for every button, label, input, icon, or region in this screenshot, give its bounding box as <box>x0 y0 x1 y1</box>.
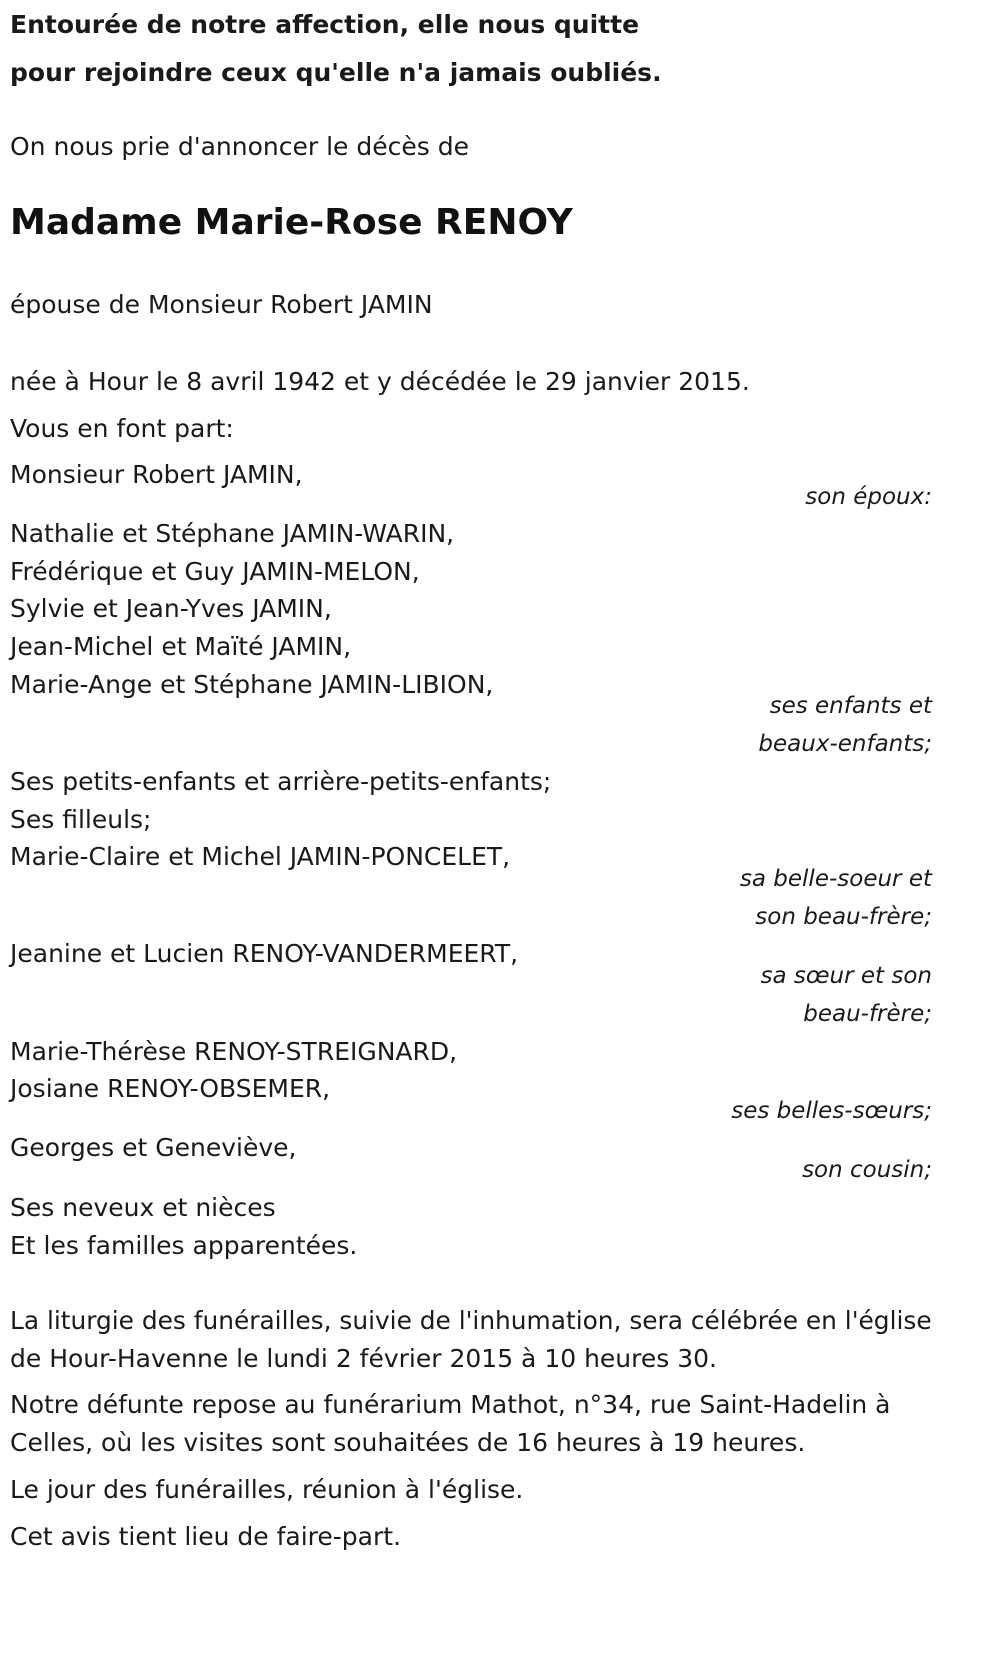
family-child: Jean-Michel et Maïté JAMIN, <box>10 632 352 661</box>
family-nephews: Ses neveux et nièces <box>10 1193 276 1222</box>
family-relatives: Et les familles apparentées. <box>10 1231 358 1260</box>
ceremony-line-2: de Hour-Havenne le lundi 2 février 2015 à 10 heures 30. <box>10 1344 717 1373</box>
family-child: Sylvie et Jean-Yves JAMIN, <box>10 594 332 623</box>
relation-sisters-in-law: ses belles-sœurs; <box>731 1098 932 1124</box>
family-child: Marie-Ange et Stéphane JAMIN-LIBION, <box>10 670 494 699</box>
intro-line-1: Entourée de notre affection, elle nous quitte <box>10 10 640 39</box>
repose-line-1: Notre défunte repose au funérarium Mathot, n°34, rue Saint-Hadelin à <box>10 1390 891 1419</box>
announcement-text: On nous prie d'annoncer le décès de <box>10 132 469 161</box>
family-sisters-in-law: Marie-Thérèse RENOY-STREIGNARD, <box>10 1037 458 1066</box>
relation-husband: son époux: <box>805 484 932 510</box>
ceremony-line-1: La liturgie des funérailles, suivie de l'inhumation, sera célébrée en l'église <box>10 1306 932 1335</box>
family-godchildren: Ses filleuls; <box>10 805 152 834</box>
relation-children-1: ses enfants et <box>769 693 932 719</box>
spouse-line: épouse de Monsieur Robert JAMIN <box>10 290 433 319</box>
relation-sister-1: sa sœur et son <box>760 963 932 989</box>
family-child: Frédérique et Guy JAMIN-MELON, <box>10 557 420 586</box>
relation-children-2: beaux-enfants; <box>758 731 932 757</box>
font-part-heading: Vous en font part: <box>10 414 234 443</box>
relation-sister-in-law-2: son beau-frère; <box>755 904 932 930</box>
family-grandchildren: Ses petits-enfants et arrière-petits-enfants; <box>10 767 552 796</box>
repose-line-2: Celles, où les visites sont souhaitées de 16 heures à 19 heures. <box>10 1428 806 1457</box>
family-cousin: Georges et Geneviève, <box>10 1133 297 1162</box>
relation-cousin: son cousin; <box>802 1157 932 1183</box>
family-sister: Jeanine et Lucien RENOY-VANDERMEERT, <box>10 939 519 968</box>
family-sister-in-law: Marie-Claire et Michel JAMIN-PONCELET, <box>10 842 511 871</box>
relation-sister-in-law-1: sa belle-soeur et <box>739 866 932 892</box>
birth-death-line: née à Hour le 8 avril 1942 et y décédée le 29 janvier 2015. <box>10 367 750 396</box>
family-husband: Monsieur Robert JAMIN, <box>10 460 303 489</box>
closing-line: Cet avis tient lieu de faire-part. <box>10 1522 402 1551</box>
family-sisters-in-law: Josiane RENOY-OBSEMER, <box>10 1074 331 1103</box>
relation-sister-2: beau-frère; <box>803 1001 932 1027</box>
meeting-line: Le jour des funérailles, réunion à l'église. <box>10 1475 524 1504</box>
family-child: Nathalie et Stéphane JAMIN-WARIN, <box>10 519 455 548</box>
intro-line-2: pour rejoindre ceux qu'elle n'a jamais oubliés. <box>10 58 662 87</box>
deceased-name: Madame Marie-Rose RENOY <box>10 202 573 243</box>
